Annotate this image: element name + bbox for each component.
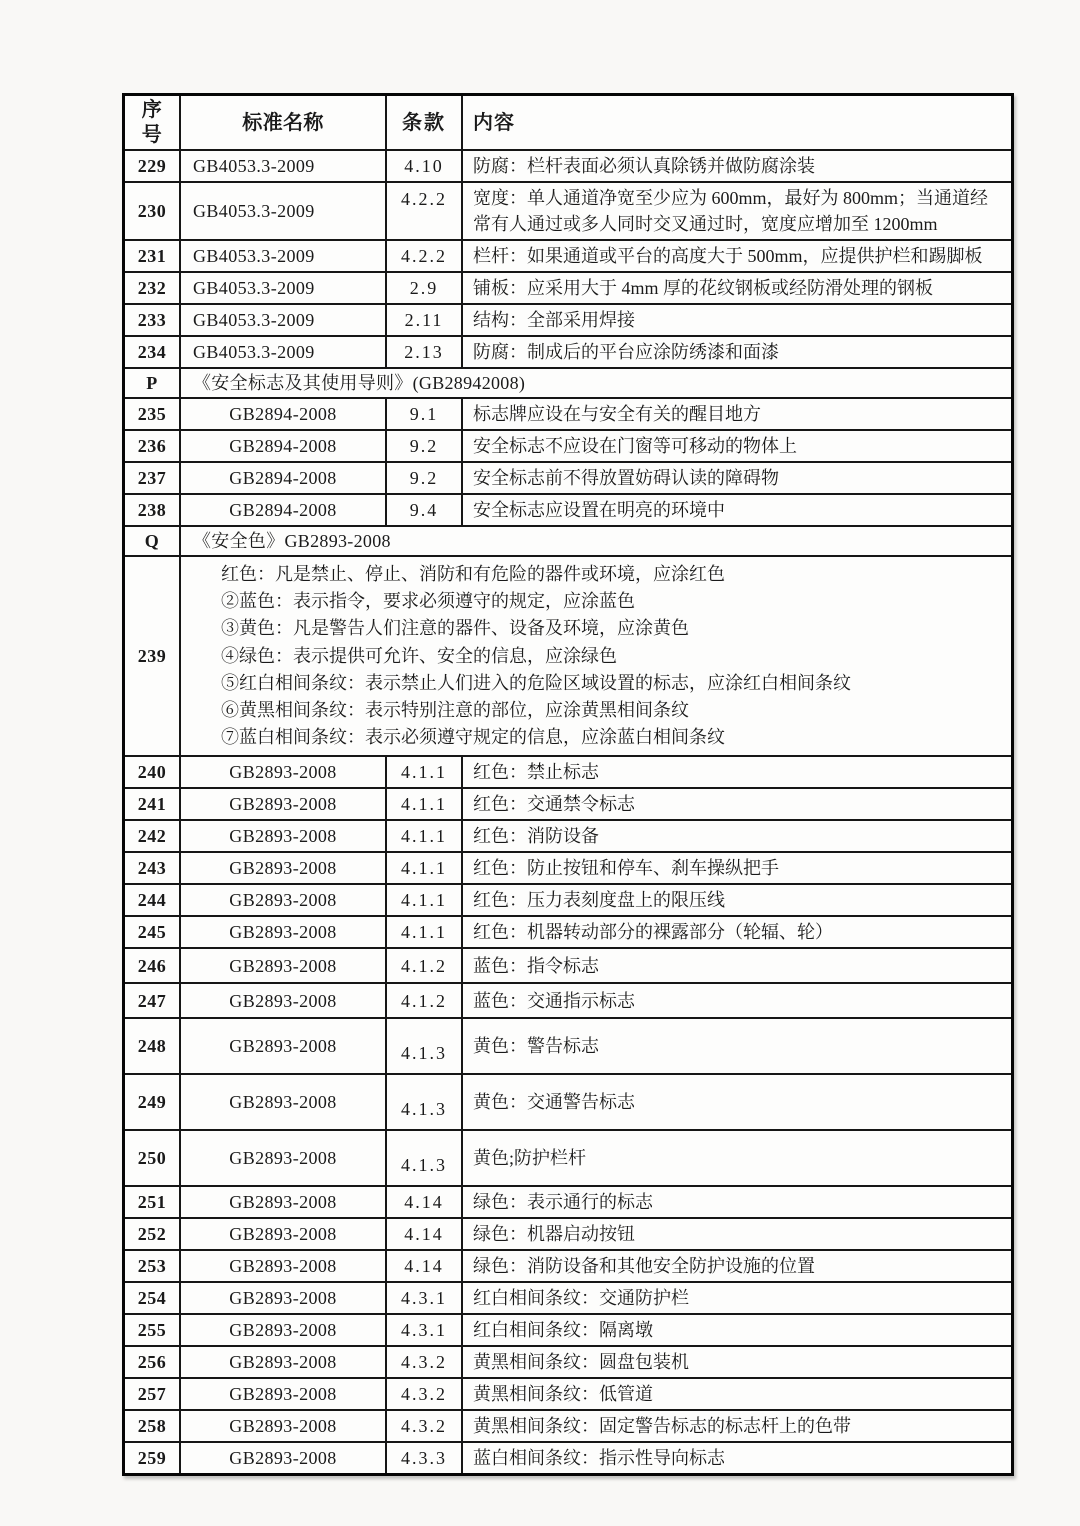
- table-row: [125, 335, 1011, 367]
- row-clause: 9.4: [385, 495, 461, 525]
- row-clause: 4.1.3: [385, 1019, 461, 1073]
- row-content: 防腐：制成后的平台应涂防绣漆和面漆: [461, 337, 1011, 367]
- row-content: 蓝色：指令标志: [461, 949, 1011, 982]
- table-row: [125, 1281, 1011, 1313]
- row-clause: 4.2.2: [385, 183, 461, 239]
- row-number: 236: [137, 436, 167, 456]
- col-header-no-label: 序号: [141, 98, 163, 146]
- row-number: 245: [137, 922, 167, 943]
- row-number: 250: [137, 1148, 167, 1169]
- row-clause: 4.1.1: [385, 757, 461, 787]
- color-rule-line: 红色：凡是禁止、停止、消防和有危险的器件或环境，应涂红色: [221, 564, 725, 584]
- row-content: 红色：消防设备: [461, 821, 1011, 851]
- row-number: 240: [137, 762, 167, 783]
- table-row: [125, 181, 1011, 239]
- row-standard-name: GB2894-2008: [179, 399, 385, 429]
- row-standard-name: GB2893-2008: [179, 1443, 385, 1473]
- row-content: 绿色：消防设备和其他安全防护设施的位置: [461, 1251, 1011, 1281]
- color-rule-line: ⑤红白相间条纹：表示禁止人们进入的危险区域设置的标志，应涂红白相间条纹: [221, 672, 851, 693]
- row-standard-name: GB2893-2008: [179, 789, 385, 819]
- row-clause: 2.11: [385, 305, 461, 335]
- row-number: P: [146, 373, 158, 393]
- row-content: 红色：机器转动部分的裸露部分（轮辐、轮）: [461, 917, 1011, 947]
- row-content: 安全标志不应设在门窗等可移动的物体上: [461, 431, 1011, 461]
- row-number: 259: [137, 1448, 167, 1469]
- row-content: 红色：禁止标志: [461, 757, 1011, 787]
- row-standard-name: GB4053.3-2009: [179, 337, 385, 367]
- row-standard-name: GB2894-2008: [179, 431, 385, 461]
- col-header-clause: 条款: [385, 96, 461, 149]
- table-row: [125, 525, 1011, 555]
- row-clause: 9.2: [385, 431, 461, 461]
- row-number: 237: [137, 468, 167, 488]
- row-content: 蓝白相间条纹：指示性导向标志: [461, 1443, 1011, 1473]
- row-standard-name: GB2893-2008: [179, 885, 385, 915]
- row-number: 244: [137, 890, 167, 911]
- row-clause: 4.1.3: [385, 1075, 461, 1129]
- row-content: 防腐：栏杆表面必须认真除锈并做防腐涂装: [461, 151, 1011, 181]
- color-rule-line: ②蓝色：表示指令，要求必须遵守的规定，应涂蓝色: [221, 591, 635, 612]
- row-number: 257: [137, 1384, 167, 1405]
- standards-table: [122, 93, 1014, 1476]
- row-clause: 9.2: [385, 463, 461, 493]
- row-clause: 4.1.2: [385, 984, 461, 1017]
- section-title: 《安全标志及其使用导则》(GB28942008): [179, 369, 1011, 397]
- row-standard-name: GB2893-2008: [179, 821, 385, 851]
- table-row: [125, 1441, 1011, 1473]
- row-clause: 2.9: [385, 273, 461, 303]
- row-number: 247: [137, 990, 167, 1011]
- row-standard-name: GB2893-2008: [179, 984, 385, 1017]
- row-clause: 4.3.2: [385, 1411, 461, 1441]
- table-row: [125, 1217, 1011, 1249]
- table-row: [125, 149, 1011, 181]
- row-content: 宽度：单人通道净宽至少应为 600mm，最好为 800mm；当通道经常有人通过或多人同时交叉通过时，宽度应增加至 1200mm: [461, 183, 1011, 239]
- row-number: 242: [137, 826, 167, 847]
- row-clause: 4.1.1: [385, 917, 461, 947]
- col-header-content: 内容: [461, 96, 1011, 149]
- row-content: 绿色：表示通行的标志: [461, 1187, 1011, 1217]
- row-standard-name: GB2893-2008: [179, 757, 385, 787]
- row-standard-name: GB2894-2008: [179, 495, 385, 525]
- table-row: [125, 947, 1011, 982]
- table-row: [125, 982, 1011, 1017]
- row-content: 黄色;防护栏杆: [461, 1131, 1011, 1185]
- row-clause: 4.1.1: [385, 885, 461, 915]
- row-standard-name: GB2893-2008: [179, 949, 385, 982]
- row-content: 黄色：交通警告标志: [461, 1075, 1011, 1129]
- table-row: [125, 755, 1011, 787]
- row-number: 253: [137, 1256, 167, 1277]
- row-standard-name: GB2894-2008: [179, 463, 385, 493]
- color-rule-line: ⑥黄黑相间条纹：表示特别注意的部位，应涂黄黑相间条纹: [221, 700, 689, 721]
- row-number: 234: [137, 342, 167, 362]
- color-rule-line: ⑦蓝白相间条纹：表示必须遵守规定的信息，应涂蓝白相间条纹: [221, 727, 725, 748]
- table-row: [125, 1377, 1011, 1409]
- row-content: 绿色：机器启动按钮: [461, 1219, 1011, 1249]
- row-content: 黄黑相间条纹：圆盘包装机: [461, 1347, 1011, 1377]
- row-content: 红色：防止按钮和停车、刹车操纵把手: [461, 853, 1011, 883]
- row-clause: 4.1.3: [385, 1131, 461, 1185]
- row-number: 246: [137, 955, 167, 976]
- table-row: [125, 555, 1011, 755]
- row-standard-name: GB2893-2008: [179, 1019, 385, 1073]
- row-number: 230: [137, 201, 167, 221]
- row-number: 243: [137, 858, 167, 879]
- row-content: 结构：全部采用焊接: [461, 305, 1011, 335]
- row-clause: 4.1.1: [385, 789, 461, 819]
- table-row: [125, 429, 1011, 461]
- row-content: 铺板：应采用大于 4mm 厚的花纹钢板或经防滑处理的钢板: [461, 273, 1011, 303]
- row-standard-name: GB2893-2008: [179, 1251, 385, 1281]
- row-standard-name: GB2893-2008: [179, 1187, 385, 1217]
- row-standard-name: GB2893-2008: [179, 1219, 385, 1249]
- row-number: 255: [137, 1320, 167, 1341]
- row-number: 229: [137, 156, 167, 176]
- row-standard-name: GB2893-2008: [179, 1283, 385, 1313]
- table-row: [125, 271, 1011, 303]
- row-clause: 4.2.2: [385, 241, 461, 271]
- row-number: 239: [137, 646, 167, 667]
- row-number: 249: [137, 1092, 167, 1113]
- table-row: [125, 883, 1011, 915]
- row-standard-name: GB4053.3-2009: [179, 241, 385, 271]
- table-row: [125, 1409, 1011, 1441]
- row-number: 254: [137, 1288, 167, 1309]
- row-content: 红白相间条纹：隔离墩: [461, 1315, 1011, 1345]
- table-row: [125, 1129, 1011, 1185]
- table-row: [125, 1313, 1011, 1345]
- color-rule-line: ③黄色：凡是警告人们注意的器件、设备及环境，应涂黄色: [221, 618, 689, 639]
- table-row: [125, 493, 1011, 525]
- row-content: 红色：交通禁令标志: [461, 789, 1011, 819]
- row-clause: 2.13: [385, 337, 461, 367]
- table-row: [125, 915, 1011, 947]
- row-standard-name: GB2893-2008: [179, 1411, 385, 1441]
- row-standard-name: GB2893-2008: [179, 853, 385, 883]
- row-clause: 4.3.1: [385, 1283, 461, 1313]
- row-content: 黄色：警告标志: [461, 1019, 1011, 1073]
- table-row: [125, 1249, 1011, 1281]
- row-standard-name: GB2893-2008: [179, 1315, 385, 1345]
- row-number: 256: [137, 1352, 167, 1373]
- row-content: 红色：压力表刻度盘上的限压线: [461, 885, 1011, 915]
- table-header-row: [125, 96, 1011, 149]
- row-number: 251: [137, 1192, 167, 1213]
- row-number: 258: [137, 1416, 167, 1437]
- row-standard-name: GB2893-2008: [179, 1131, 385, 1185]
- color-rule-line: ④绿色：表示提供可允许、安全的信息，应涂绿色: [221, 645, 617, 666]
- row-clause: 4.1.2: [385, 949, 461, 982]
- table-row: [125, 239, 1011, 271]
- row-clause: 4.3.3: [385, 1443, 461, 1473]
- table-row: [125, 1073, 1011, 1129]
- row-number: 238: [137, 500, 167, 520]
- row-content: 安全标志前不得放置妨碍认读的障碍物: [461, 463, 1011, 493]
- row-content: 标志牌应设在与安全有关的醒目地方: [461, 399, 1011, 429]
- row-number: 233: [137, 310, 167, 330]
- row-clause: 4.14: [385, 1187, 461, 1217]
- row-content: 红白相间条纹：交通防护栏: [461, 1283, 1011, 1313]
- row-standard-name: GB4053.3-2009: [179, 273, 385, 303]
- row-content: 黄黑相间条纹：固定警告标志的标志杆上的色带: [461, 1411, 1011, 1441]
- row-clause: 4.3.2: [385, 1379, 461, 1409]
- row-content: 蓝色：交通指示标志: [461, 984, 1011, 1017]
- row-clause: 4.3.2: [385, 1347, 461, 1377]
- col-header-no: [125, 96, 179, 149]
- row-clause: 4.14: [385, 1251, 461, 1281]
- row-number: 248: [137, 1036, 167, 1057]
- row-clause: 4.3.1: [385, 1315, 461, 1345]
- row-number: 252: [137, 1224, 167, 1245]
- section-title: 《安全色》GB2893-2008: [179, 527, 1011, 555]
- row-standard-name: GB4053.3-2009: [179, 151, 385, 181]
- table-row: [125, 851, 1011, 883]
- row-number: 231: [137, 246, 167, 266]
- row-content: 栏杆：如果通道或平台的高度大于 500mm，应提供护栏和踢脚板: [461, 241, 1011, 271]
- row-clause: 4.10: [385, 151, 461, 181]
- table-row: [125, 367, 1011, 397]
- row-content: 黄黑相间条纹：低管道: [461, 1379, 1011, 1409]
- table-row: [125, 787, 1011, 819]
- table-row: [125, 1017, 1011, 1073]
- row-standard-name: GB2893-2008: [179, 1347, 385, 1377]
- row-standard-name: GB4053.3-2009: [179, 305, 385, 335]
- row-standard-name: GB2893-2008: [179, 1379, 385, 1409]
- color-rules-cell: [179, 557, 1011, 755]
- col-header-name: 标准名称: [179, 96, 385, 149]
- row-content: 安全标志应设置在明亮的环境中: [461, 495, 1011, 525]
- row-clause: 9.1: [385, 399, 461, 429]
- table-row: [125, 1345, 1011, 1377]
- table-row: [125, 819, 1011, 851]
- row-clause: 4.1.1: [385, 853, 461, 883]
- row-number: 241: [137, 794, 167, 815]
- row-number: Q: [144, 531, 160, 551]
- row-clause: 4.1.1: [385, 821, 461, 851]
- row-number: 235: [137, 404, 167, 424]
- table-row: [125, 461, 1011, 493]
- row-standard-name: GB2893-2008: [179, 1075, 385, 1129]
- table-row: [125, 303, 1011, 335]
- row-standard-name: GB2893-2008: [179, 917, 385, 947]
- row-clause: 4.14: [385, 1219, 461, 1249]
- row-standard-name: GB4053.3-2009: [179, 183, 385, 239]
- table-row: [125, 1185, 1011, 1217]
- row-number: 232: [137, 278, 167, 298]
- table-row: [125, 397, 1011, 429]
